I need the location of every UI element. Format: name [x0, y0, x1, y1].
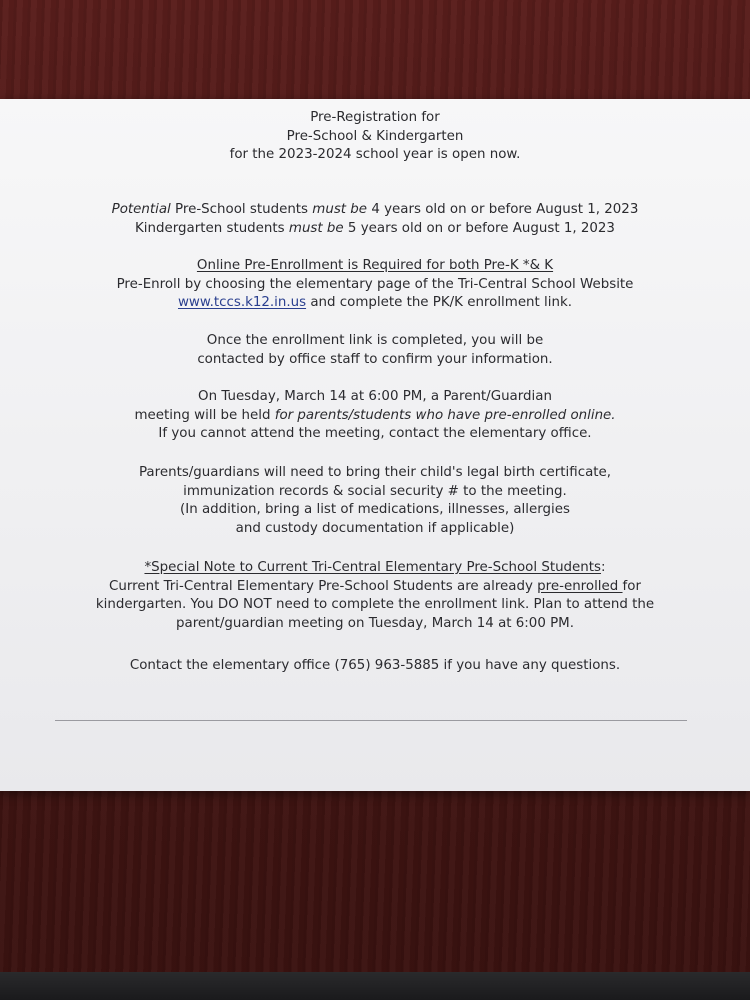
meeting-line-1: On Tuesday, March 14 at 6:00 PM, a Parent/Guardian [198, 389, 552, 404]
flyer-title [0, 109, 750, 165]
background-floor [0, 972, 750, 1000]
special-note-section [0, 559, 750, 633]
special-note-line-3: kindergarten. You DO NOT need to complete the enrollment link. Plan to attend the [95, 597, 655, 613]
flyer-paper [0, 99, 750, 791]
preschool-age-line: Potential Pre-School students must be 4 years old on or before August 1, 2023 [111, 202, 639, 217]
title-line-2: Pre-School & Kindergarten [286, 128, 464, 144]
confirmation-line-1: Once the enrollment link is completed, you will be [206, 333, 544, 348]
title-line-3: for the 2023-2024 school year is open now. [229, 147, 521, 163]
documents-line-4: and custody documentation if applicable) [235, 520, 515, 536]
age-requirements [0, 201, 750, 238]
enrollment-section [0, 257, 750, 313]
school-website-link[interactable]: www.tccs.k12.in.us [177, 295, 307, 311]
contact-line: Contact the elementary office (765) 963-5885 if you have any questions. [129, 658, 621, 673]
confirmation-section [0, 332, 750, 369]
special-note-line-4: parent/guardian meeting on Tuesday, March 14 at 6:00 PM. [176, 615, 574, 631]
documents-section [0, 464, 750, 538]
special-note-line-2: Current Tri-Central Elementary Pre-School Students are already pre-enrolled for [109, 578, 641, 594]
kindergarten-age-line: Kindergarten students must be 5 years old on or before August 1, 2023 [135, 220, 615, 236]
documents-line-2: immunization records & social security # to the meeting. [183, 483, 567, 499]
title-line-1: Pre-Registration for [310, 110, 440, 125]
documents-line-1: Parents/guardians will need to bring their child's legal birth certificate, [138, 465, 612, 480]
meeting-line-3: If you cannot attend the meeting, contact the elementary office. [158, 426, 592, 442]
contact-section [0, 657, 750, 676]
enrollment-instructions: Pre-Enroll by choosing the elementary page of the Tri-Central School Website [116, 276, 634, 292]
documents-line-3: (In addition, bring a list of medications, illnesses, allergies [180, 502, 570, 518]
meeting-section [0, 388, 750, 444]
confirmation-line-2: contacted by office staff to confirm your information. [197, 351, 553, 367]
signature-divider-line [55, 720, 687, 721]
special-note-heading: *Special Note to Current Tri-Central Elementary Pre-School Students: [144, 560, 606, 575]
meeting-line-2: meeting will be held for parents/students who have pre-enrolled online. [134, 407, 616, 423]
enrollment-link-line: www.tccs.k12.in.us and complete the PK/K enrollment link. [177, 295, 572, 311]
enrollment-heading: Online Pre-Enrollment is Required for both Pre-K *& K [196, 258, 554, 273]
